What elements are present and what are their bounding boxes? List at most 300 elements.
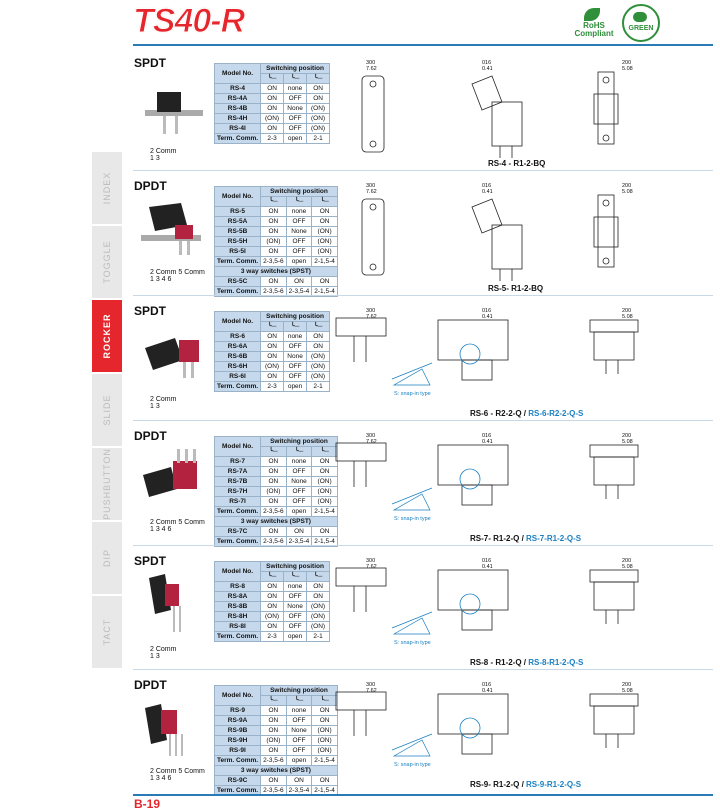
switch-position-icon: ╰─ <box>261 197 287 207</box>
section-label: DPDT <box>134 429 167 443</box>
model-cell: RS-6H <box>215 362 261 372</box>
table-row <box>215 612 330 622</box>
position-cell: none <box>284 84 307 94</box>
svg-text:7.62: 7.62 <box>366 66 377 72</box>
term-cell: 2-1,5-4 <box>312 507 338 517</box>
table-row <box>215 237 338 247</box>
switch-position-icon: ╰─ <box>284 572 307 582</box>
model-cell: RS-6 <box>215 332 261 342</box>
caption-snap: RS-7-R1-2-Q-S <box>526 534 582 543</box>
switching-table <box>214 561 330 642</box>
position-cell: ON <box>261 602 284 612</box>
position-cell: None <box>284 602 307 612</box>
table-row <box>215 592 330 602</box>
tab-tact[interactable] <box>92 596 122 669</box>
position-cell: ON <box>312 467 338 477</box>
term-cell: 2-3,5-6 <box>261 786 287 796</box>
way-row <box>215 766 338 776</box>
green-logo <box>622 4 660 42</box>
position-cell: ON <box>312 457 338 467</box>
position-cell: ON <box>261 622 284 632</box>
switching-header: Switching position <box>261 312 330 322</box>
model-cell: RS-7A <box>215 467 261 477</box>
table-row <box>215 602 330 612</box>
way-label: 3 way switches (SPST) <box>215 766 338 776</box>
term-cell: Term. Comm. <box>215 632 261 642</box>
position-cell: OFF <box>286 746 312 756</box>
table-row <box>215 342 330 352</box>
model-cell: RS-5B <box>215 227 261 237</box>
position-cell: (ON) <box>307 622 330 632</box>
position-cell: none <box>286 457 312 467</box>
position-cell: (ON) <box>261 114 284 124</box>
svg-text:7.62: 7.62 <box>366 564 377 570</box>
svg-text:0.41: 0.41 <box>482 439 493 445</box>
switch-position-icon: ╰─ <box>261 447 287 457</box>
term-cell: open <box>286 756 312 766</box>
term-cell: 2-3 <box>261 134 284 144</box>
position-cell: (ON) <box>307 104 330 114</box>
caption-main: RS-5- R1-2-BQ <box>488 284 544 293</box>
table-row <box>215 84 330 94</box>
term-cell: open <box>286 257 312 267</box>
dimension-drawing <box>322 427 712 534</box>
position-cell: (ON) <box>261 612 284 622</box>
tab-label: PUSHBUTTON <box>102 448 112 520</box>
svg-text:200: 200 <box>622 60 632 66</box>
product-photo <box>135 195 211 265</box>
position-cell: (ON) <box>312 237 338 247</box>
position-cell: ON <box>261 716 287 726</box>
position-cell: ON <box>261 227 287 237</box>
tab-rocker[interactable] <box>92 300 122 373</box>
position-cell: ON <box>312 776 338 786</box>
caption-main: RS-9- R1-2-Q / <box>470 780 527 789</box>
position-cell: OFF <box>286 716 312 726</box>
position-cell: (ON) <box>307 602 330 612</box>
position-cell: None <box>284 352 307 362</box>
tab-label: DIP <box>102 548 112 568</box>
table-row <box>215 487 338 497</box>
switch-position-icon: ╰─ <box>307 322 330 332</box>
term-cell: 2-3,5-6 <box>261 537 287 547</box>
drawing-caption <box>470 534 581 543</box>
switching-table <box>214 685 338 796</box>
svg-text:5.08: 5.08 <box>622 564 633 570</box>
switch-position-icon: ╰─ <box>312 696 338 706</box>
caption-main: RS-4 - R1-2-BQ <box>488 159 546 168</box>
svg-text:300: 300 <box>366 682 376 688</box>
position-cell: OFF <box>286 497 312 507</box>
table-row <box>215 622 330 632</box>
position-cell: ON <box>286 527 312 537</box>
position-cell: none <box>286 706 312 716</box>
term-cell: 2-1 <box>307 382 330 392</box>
position-cell: (ON) <box>312 477 338 487</box>
svg-text:5.08: 5.08 <box>622 439 633 445</box>
model-cell: RS-4 <box>215 84 261 94</box>
position-cell: (ON) <box>312 497 338 507</box>
switch-position-icon: ╰─ <box>284 322 307 332</box>
term-cell: 2-1 <box>307 632 330 642</box>
caption-snap: RS-9-R1-2-Q-S <box>526 780 582 789</box>
comm-label: 2 Comm <box>150 646 177 653</box>
position-cell: (ON) <box>307 124 330 134</box>
model-cell: RS-5I <box>215 247 261 257</box>
svg-text:016: 016 <box>482 308 492 314</box>
svg-text:5.08: 5.08 <box>622 66 633 72</box>
term-cell: Term. Comm. <box>215 382 261 392</box>
term-cell: Term. Comm. <box>215 756 261 766</box>
position-cell: (ON) <box>261 237 287 247</box>
tab-pushbutton[interactable] <box>92 448 122 521</box>
position-cell: ON <box>261 372 284 382</box>
svg-text:300: 300 <box>366 60 376 66</box>
model-cell: RS-8I <box>215 622 261 632</box>
position-cell: OFF <box>284 362 307 372</box>
table-row <box>215 332 330 342</box>
table-row <box>215 582 330 592</box>
switch-position-icon: ╰─ <box>286 696 312 706</box>
switch-position-icon: ╰─ <box>284 74 307 84</box>
page-number: B-19 <box>134 797 161 811</box>
position-cell: ON <box>312 207 338 217</box>
comm-diagram <box>150 768 205 782</box>
position-cell: ON <box>261 207 287 217</box>
switching-table <box>214 186 338 297</box>
switch-position-icon: ╰─ <box>286 197 312 207</box>
term-cell: 2-3,5-6 <box>261 257 287 267</box>
drawing-caption <box>488 284 543 293</box>
term-row <box>215 507 338 517</box>
position-cell: ON <box>261 706 287 716</box>
term-cell: 2-3,5-6 <box>261 756 287 766</box>
position-cell: OFF <box>284 622 307 632</box>
term-row <box>215 632 330 642</box>
green-text: GREEN <box>628 25 654 32</box>
model-cell: RS-8A <box>215 592 261 602</box>
comm-diagram <box>150 396 176 410</box>
svg-text:5.08: 5.08 <box>622 688 633 694</box>
tab-slide[interactable] <box>92 374 122 447</box>
product-photo <box>135 570 211 640</box>
position-cell: (ON) <box>261 736 287 746</box>
switch-position-icon: ╰─ <box>261 74 284 84</box>
caption-main: RS-8 - R1-2-Q / <box>470 658 529 667</box>
svg-text:S: snap-in type: S: snap-in type <box>394 391 431 397</box>
term-row <box>215 756 338 766</box>
position-cell: OFF <box>286 237 312 247</box>
switching-header: Switching position <box>261 187 338 197</box>
model-cell: RS-7I <box>215 497 261 507</box>
table-row <box>215 114 330 124</box>
position-cell: ON <box>286 776 312 786</box>
position-cell: ON <box>261 84 284 94</box>
term-cell: open <box>286 507 312 517</box>
svg-text:0.41: 0.41 <box>482 564 493 570</box>
svg-text:S: snap-in type: S: snap-in type <box>394 640 431 646</box>
term-cell: 2-3,5-6 <box>261 507 287 517</box>
term-cell: Term. Comm. <box>215 507 261 517</box>
position-cell: OFF <box>284 592 307 602</box>
table-row <box>215 372 330 382</box>
model-cell: RS-8 <box>215 582 261 592</box>
table-row <box>215 736 338 746</box>
position-cell: ON <box>261 477 287 487</box>
position-cell: ON <box>312 706 338 716</box>
position-cell: OFF <box>286 736 312 746</box>
model-header: Model No. <box>215 64 261 84</box>
svg-text:0.41: 0.41 <box>482 688 493 694</box>
term-cell: 2-3 <box>261 382 284 392</box>
section-divider <box>133 545 713 546</box>
switch-position-icon: ╰─ <box>307 572 330 582</box>
switching-header: Switching position <box>261 64 330 74</box>
model-cell: RS-7H <box>215 487 261 497</box>
model-cell: RS-9A <box>215 716 261 726</box>
table-row <box>215 362 330 372</box>
tab-toggle[interactable] <box>92 226 122 299</box>
comm-label: 2 Comm <box>150 396 177 403</box>
rohs-logo <box>572 8 616 38</box>
model-cell: RS-7C <box>215 527 261 537</box>
way-row <box>215 517 338 527</box>
table-row <box>215 457 338 467</box>
table-row <box>215 217 338 227</box>
switching-table <box>214 63 330 144</box>
tab-dip[interactable] <box>92 522 122 595</box>
rohs-leaf-icon <box>584 8 600 21</box>
position-cell: None <box>286 227 312 237</box>
position-cell: OFF <box>286 247 312 257</box>
svg-text:S: snap-in type: S: snap-in type <box>394 762 431 768</box>
position-cell: ON <box>261 104 284 114</box>
svg-text:7.62: 7.62 <box>366 688 377 694</box>
svg-text:016: 016 <box>482 60 492 66</box>
green-leaf-icon <box>633 12 647 22</box>
svg-text:016: 016 <box>482 433 492 439</box>
comm-label: 2 Comm 5 Comm <box>150 269 205 276</box>
position-cell: ON <box>312 527 338 537</box>
model-cell: RS-7B <box>215 477 261 487</box>
model-cell: RS-9C <box>215 776 261 786</box>
position-cell: OFF <box>286 217 312 227</box>
section-divider <box>133 170 713 171</box>
model-header: Model No. <box>215 437 261 457</box>
position-cell: OFF <box>284 124 307 134</box>
model-cell: RS-4B <box>215 104 261 114</box>
comm-label: 2 Comm 5 Comm <box>150 519 205 526</box>
section-divider <box>133 669 713 670</box>
term-row <box>215 257 338 267</box>
table-row <box>215 247 338 257</box>
section-label: DPDT <box>134 678 167 692</box>
model-header: Model No. <box>215 686 261 706</box>
comm-diagram <box>150 269 205 283</box>
model-cell: RS-6B <box>215 352 261 362</box>
header-rule <box>133 44 713 46</box>
section-divider <box>133 295 713 296</box>
pin-labels: 1 3 4 6 <box>150 526 172 533</box>
position-cell: ON <box>261 746 287 756</box>
position-cell: None <box>286 477 312 487</box>
position-cell: ON <box>307 342 330 352</box>
drawing-caption <box>470 409 583 418</box>
table-row <box>215 776 338 786</box>
table-row <box>215 706 338 716</box>
section-label: DPDT <box>134 179 167 193</box>
position-cell: (ON) <box>261 487 287 497</box>
model-cell: RS-4I <box>215 124 261 134</box>
position-cell: ON <box>286 277 312 287</box>
svg-text:300: 300 <box>366 433 376 439</box>
term-cell: Term. Comm. <box>215 287 261 297</box>
table-row <box>215 726 338 736</box>
position-cell: ON <box>307 84 330 94</box>
switch-position-icon: ╰─ <box>261 696 287 706</box>
table-row <box>215 124 330 134</box>
way-label: 3 way switches (SPST) <box>215 267 338 277</box>
comm-diagram <box>150 519 205 533</box>
position-cell: (ON) <box>312 746 338 756</box>
switch-position-icon: ╰─ <box>312 447 338 457</box>
caption-snap: RS-6-R2-2-Q-S <box>528 409 584 418</box>
model-cell: RS-8B <box>215 602 261 612</box>
switching-table <box>214 311 330 392</box>
way-row <box>215 267 338 277</box>
term-cell: open <box>284 382 307 392</box>
model-cell: RS-5H <box>215 237 261 247</box>
term-row <box>215 134 330 144</box>
term-cell: 2-1,5-4 <box>312 537 338 547</box>
table-row <box>215 94 330 104</box>
model-cell: RS-5 <box>215 207 261 217</box>
drawing-caption <box>470 780 581 789</box>
tab-label: SLIDE <box>102 394 112 426</box>
tab-index[interactable] <box>92 152 122 225</box>
product-photo <box>135 72 211 142</box>
comm-label: 2 Comm <box>150 148 177 155</box>
position-cell: OFF <box>286 467 312 477</box>
svg-text:300: 300 <box>366 558 376 564</box>
term-cell: 2-3,5-4 <box>286 786 312 796</box>
tab-label: ROCKER <box>102 313 112 359</box>
model-cell: RS-8H <box>215 612 261 622</box>
position-cell: ON <box>261 277 287 287</box>
svg-text:7.62: 7.62 <box>366 314 377 320</box>
svg-text:0.41: 0.41 <box>482 314 493 320</box>
pin-labels: 1 3 <box>150 653 160 660</box>
position-cell: OFF <box>284 94 307 104</box>
dimension-drawing <box>322 302 712 409</box>
position-cell: (ON) <box>312 227 338 237</box>
dimension-drawing <box>322 676 712 780</box>
switching-header: Switching position <box>261 562 330 572</box>
position-cell: (ON) <box>307 362 330 372</box>
caption-main: RS-7- R1-2-Q / <box>470 534 527 543</box>
position-cell: ON <box>261 497 287 507</box>
pin-labels: 1 3 4 6 <box>150 775 172 782</box>
switch-position-icon: ╰─ <box>307 74 330 84</box>
position-cell: OFF <box>284 114 307 124</box>
svg-text:5.08: 5.08 <box>622 314 633 320</box>
caption-main: RS-6 - R2-2-Q / <box>470 409 529 418</box>
term-cell: 2-1 <box>307 134 330 144</box>
model-cell: RS-5A <box>215 217 261 227</box>
term-cell: Term. Comm. <box>215 537 261 547</box>
svg-text:200: 200 <box>622 308 632 314</box>
term-cell: open <box>284 134 307 144</box>
position-cell: (ON) <box>312 726 338 736</box>
position-cell: none <box>284 332 307 342</box>
term-cell: 2-3 <box>261 632 284 642</box>
position-cell: none <box>284 582 307 592</box>
term-cell: 2-1,5-4 <box>312 257 338 267</box>
table-row <box>215 497 338 507</box>
svg-text:200: 200 <box>622 433 632 439</box>
tab-label: INDEX <box>102 171 112 205</box>
model-header: Model No. <box>215 187 261 207</box>
table-row <box>215 207 338 217</box>
position-cell: None <box>284 104 307 114</box>
svg-text:300: 300 <box>366 183 376 189</box>
model-cell: RS-6A <box>215 342 261 352</box>
section-label: SPDT <box>134 56 167 70</box>
term-cell: 2-1,5-4 <box>312 786 338 796</box>
svg-text:0.41: 0.41 <box>482 189 493 195</box>
table-row <box>215 227 338 237</box>
position-cell: ON <box>261 352 284 362</box>
term-cell: Term. Comm. <box>215 134 261 144</box>
position-cell: ON <box>261 467 287 477</box>
position-cell: ON <box>261 527 287 537</box>
svg-text:300: 300 <box>366 308 376 314</box>
term-cell: Term. Comm. <box>215 786 261 796</box>
footer-rule <box>133 794 713 796</box>
model-cell: RS-4H <box>215 114 261 124</box>
table-row <box>215 527 338 537</box>
term-cell: 2-3,5-4 <box>286 537 312 547</box>
position-cell: ON <box>261 592 284 602</box>
svg-text:7.62: 7.62 <box>366 439 377 445</box>
switching-header: Switching position <box>261 686 338 696</box>
svg-text:0.41: 0.41 <box>482 66 493 72</box>
position-cell: (ON) <box>312 487 338 497</box>
position-cell: ON <box>261 332 284 342</box>
position-cell: ON <box>307 582 330 592</box>
dimension-drawing <box>322 54 712 159</box>
term-cell: 2-1,5-4 <box>312 287 338 297</box>
tab-label: TOGGLE <box>102 240 112 284</box>
position-cell: none <box>286 207 312 217</box>
term-cell: 2-1,5-4 <box>312 756 338 766</box>
model-cell: RS-5C <box>215 277 261 287</box>
position-cell: (ON) <box>261 362 284 372</box>
dimension-drawing <box>322 552 712 658</box>
model-header: Model No. <box>215 562 261 582</box>
drawing-caption <box>488 159 545 168</box>
model-cell: RS-6I <box>215 372 261 382</box>
product-photo <box>135 694 211 764</box>
svg-text:016: 016 <box>482 682 492 688</box>
switching-header: Switching position <box>261 437 338 447</box>
pin-labels: 1 3 <box>150 155 160 162</box>
position-cell: OFF <box>284 342 307 352</box>
svg-text:7.62: 7.62 <box>366 189 377 195</box>
position-cell: ON <box>261 94 284 104</box>
dimension-drawing <box>322 177 712 284</box>
svg-text:200: 200 <box>622 682 632 688</box>
